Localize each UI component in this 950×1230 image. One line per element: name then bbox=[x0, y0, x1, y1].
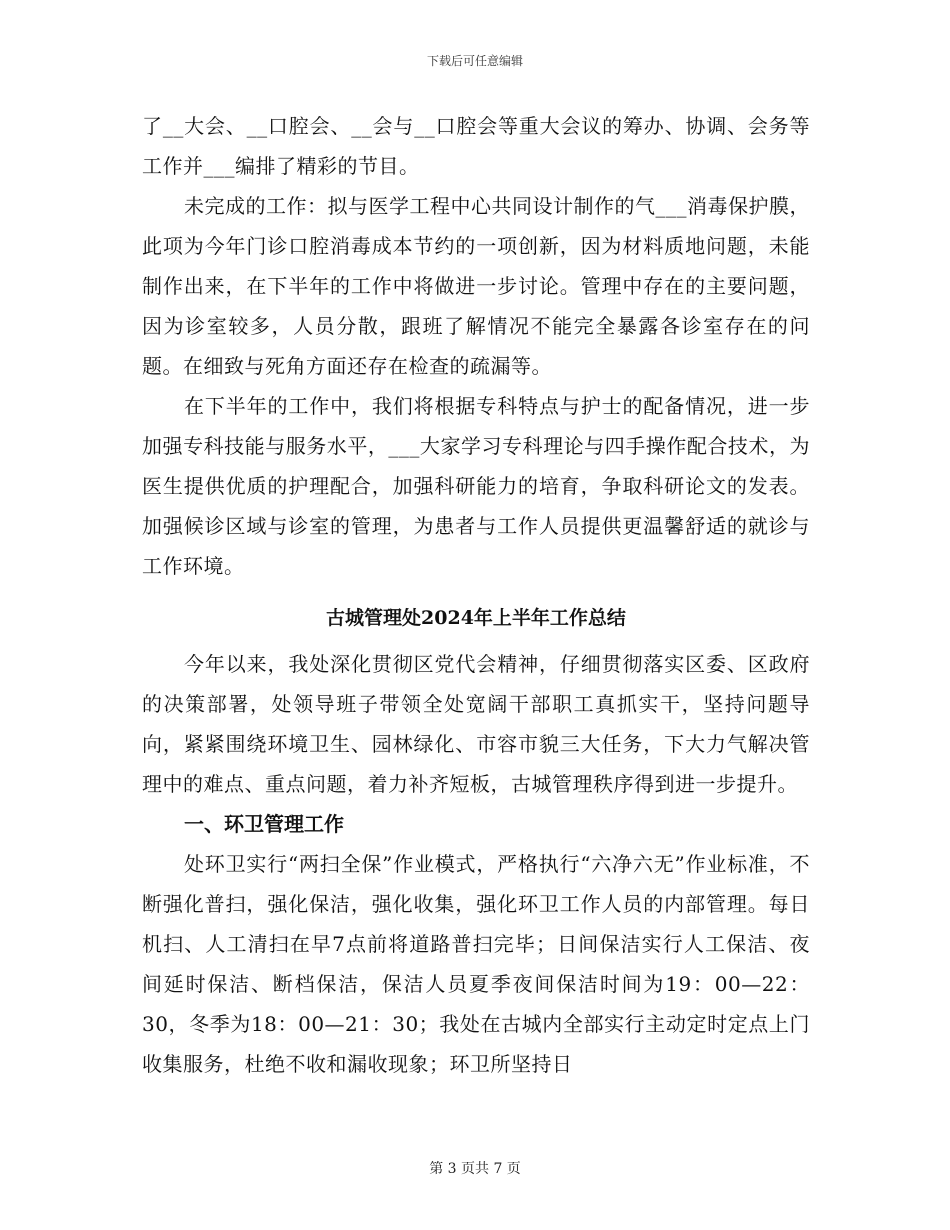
page-footer: 第 3 页共 7 页 bbox=[429, 1161, 521, 1177]
document-title: 古城管理处2024年上半年工作总结 bbox=[326, 607, 626, 629]
section-heading: 一、环卫管理工作 bbox=[184, 812, 344, 836]
paragraph-unfinished-work: 未完成的工作：拟与医学工程中心共同设计制作的气___消毒保护膜，此项为今年门诊口腔消毒成本节约的一项创新，因为材料质地问题，未能制作出来，在下半年的工作中将做进一步讨论。管理中存在的主要问题，因为诊室较多，人员分散，跟班了解情况不能完全暴露各诊室存在的问题。在细致与死角方面还存在检查的疏漏等。 bbox=[142, 194, 810, 378]
paragraph-second-half-plan: 在下半年的工作中，我们将根据专科特点与护士的配备情况，进一步加强专科技能与服务水平，___大家学习专科理论与四手操作配合技术，为医生提供优质的护理配合，加强科研能力的培育，争取科研论文的发表。加强候诊区域与诊室的管理，为患者与工作人员提供更温馨舒适的就诊与工作环境。 bbox=[142, 394, 810, 578]
paragraph-section-body: 处环卫实行“两扫全保”作业模式，严格执行“六净六无”作业标准，不断强化普扫，强化保洁，强化收集，强化环卫工作人员的内部管理。每日机扫、人工清扫在早7点前将道路普扫完毕；日间保洁实行人工保洁、夜间延时保洁、断档保洁，保洁人员夏季夜间保洁时间为19：00—22：30，冬季为18：00—21：30；我处在古城内全部实行主动定时定点上门收集服务，杜绝不收和漏收现象；环卫所坚持日 bbox=[142, 852, 810, 1076]
page-header: 下载后可任意编辑 bbox=[426, 54, 523, 68]
paragraph-continued: 了__大会、__口腔会、__会与__口腔会等重大会议的筹办、协调、会务等工作并___编排了精彩的节目。 bbox=[142, 114, 810, 178]
paragraph-intro: 今年以来，我处深化贯彻区党代会精神，仔细贯彻落实区委、区政府的决策部署，处领导班子带领全处宽阔干部职工真抓实干，坚持问题导向，紧紧围绕环境卫生、园林绿化、市容市貌三大任务，下大力气解决管理中的难点、重点问题，着力补齐短板，古城管理秩序得到进一步提升。 bbox=[142, 652, 810, 796]
document-body bbox=[142, 106, 810, 1084]
